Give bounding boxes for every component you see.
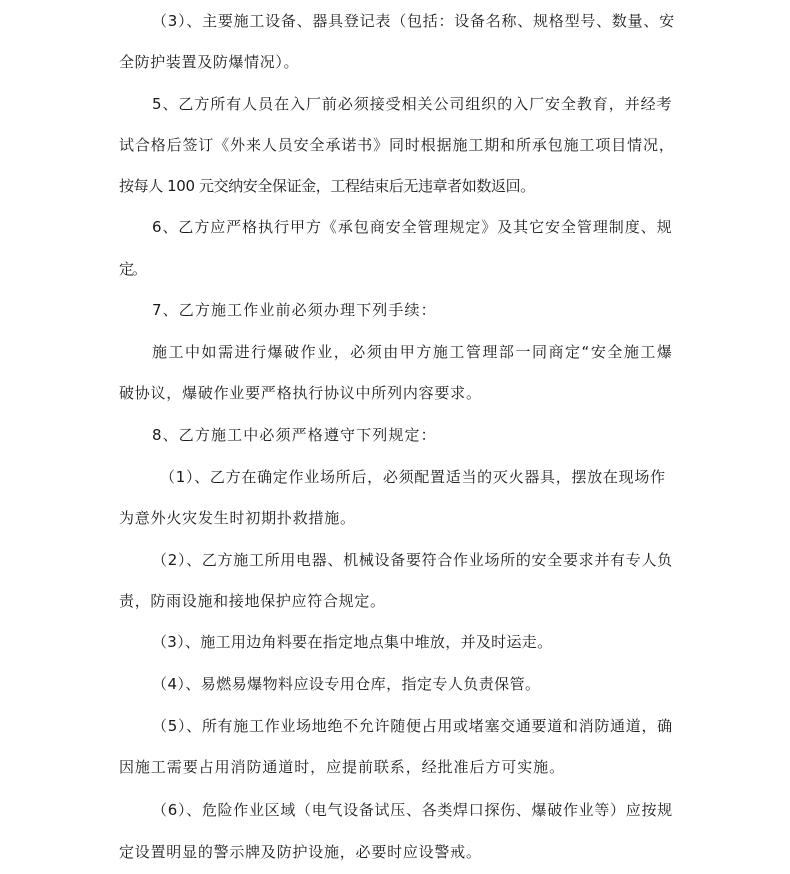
line-08: 7、乙方施工作业前必须办理下列手续： xyxy=(152,301,437,319)
line-15: 责，防雨设施和接地保护应符合规定。 xyxy=(119,592,386,610)
line-06: 6、乙方应严格执行甲方《承包商安全管理规定》及其它安全管理制度、规 xyxy=(152,218,673,236)
line-04: 试合格后签订《外来人员安全承诺书》同时根据施工期和所承包施工项目情况， xyxy=(119,136,675,154)
line-17: （4）、易燃易爆物料应设专用仓库，指定专人负责保管。 xyxy=(152,675,541,693)
line-11: 8、乙方施工中必须严格遵守下列规定： xyxy=(152,426,437,444)
line-09: 施工中如需进行爆破作业，必须由甲方施工管理部一同商定“安全施工爆 xyxy=(152,343,674,361)
line-07: 定。 xyxy=(119,260,146,278)
line-02: 全防护装置及防爆情况）。 xyxy=(119,53,300,71)
line-12: （1）、乙方在确定作业场所后，必须配置适当的灭火器具，摆放在现场作 xyxy=(160,468,666,486)
line-13: 为意外火灾发生时初期扑救措施。 xyxy=(119,509,356,527)
line-16: （3）、施工用边角料要在指定地点集中堆放，并及时运走。 xyxy=(152,633,553,651)
line-03: 5、乙方所有人员在入厂前必须接受相关公司组织的入厂安全教育，并经考 xyxy=(152,95,673,113)
line-20: （6）、危险作业区域（电气设备试压、各类焊口探伤、爆破作业等）应按规 xyxy=(152,801,673,819)
line-18: （5）、所有施工作业场地绝不允许随便占用或堵塞交通要道和消防通道，确 xyxy=(152,717,673,735)
line-01: （3）、主要施工设备、器具登记表（包括：设备名称、规格型号、数量、安 xyxy=(152,12,675,30)
line-21: 定设置明显的警示牌及防护设施，必要时应设警戒。 xyxy=(119,843,482,861)
line-19: 因施工需要占用消防通道时，应提前联系，经批准后方可实施。 xyxy=(119,758,566,776)
line-05: 按每人 100 元交纳安全保证金，工程结束后无违章者如数返回。 xyxy=(119,177,535,195)
line-14: （2）、乙方施工所用电器、机械设备要符合作业场所的安全要求并有专人负 xyxy=(152,551,673,569)
line-10: 破协议，爆破作业要严格执行协议中所列内容要求。 xyxy=(119,384,482,402)
